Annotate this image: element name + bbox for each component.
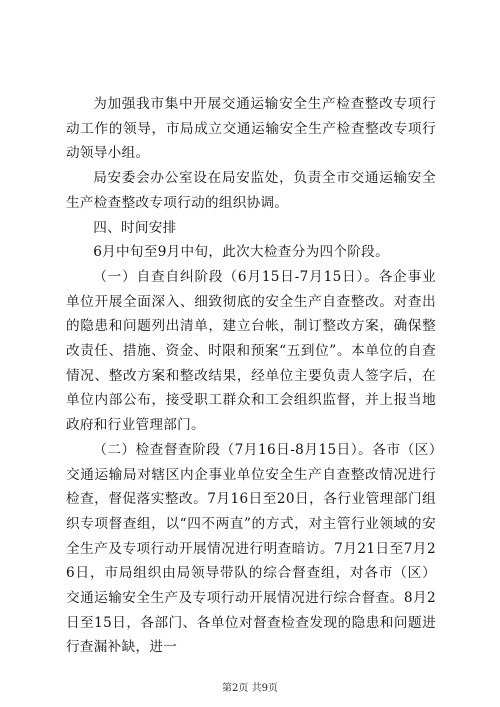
page-number-footer: 第2页 共9页 (222, 683, 278, 694)
document-body (66, 92, 436, 660)
paragraph-supervision-stage: （二）检查督查阶段（7月16日-8月15日）。各市（区）交通运输局对辖区内企事业单位安全生产自查整改情况进行检查，督促落实整改。7月16日至20日，各行业管理部门组织专项督查组，以“四不两直”的方式，对主管行业领域的安全生产及专项行动开展情况进行明查暗访。7月21日至7月26日，市局组织由局领导带队的综合督查组，对各市（区）交通运输安全生产及专项行动开展情况进行综合督查。8月2日至15日，各部门、各单位对督查检查发现的隐患和问题进行查漏补缺，进一 (66, 441, 436, 656)
paragraph-leadership-group: 为加强我市集中开展交通运输安全生产检查整改专项行动工作的领导，市局成立交通运输安全生产检查整改专项行动领导小组。 (66, 96, 436, 162)
paragraph-self-inspection-stage: （一）自查自纠阶段（6月15日-7月15日）。各企事业单位开展全面深入、细致彻底的安全生产自查整改。对查出的隐患和问题列出清单，建立台帐，制订整改方案，确保整改责任、措施、资金、时限和预案“五到位”。本单位的自查情况、整改方案和整改结果，经单位主要负责人签字后，在单位内部公布，接受职工群众和工会组织监督，并上报当地政府和行业管理部门。 (66, 268, 436, 434)
paragraph-schedule-overview: 6月中旬至9月中旬，此次大检查分为四个阶段。 (93, 244, 389, 261)
paragraph-safety-office: 局安委会办公室设在局安监处，负责全市交通运输安全生产检查整改专项行动的组织协调。 (66, 170, 436, 211)
section-heading-schedule: 四、时间安排 (93, 219, 177, 236)
